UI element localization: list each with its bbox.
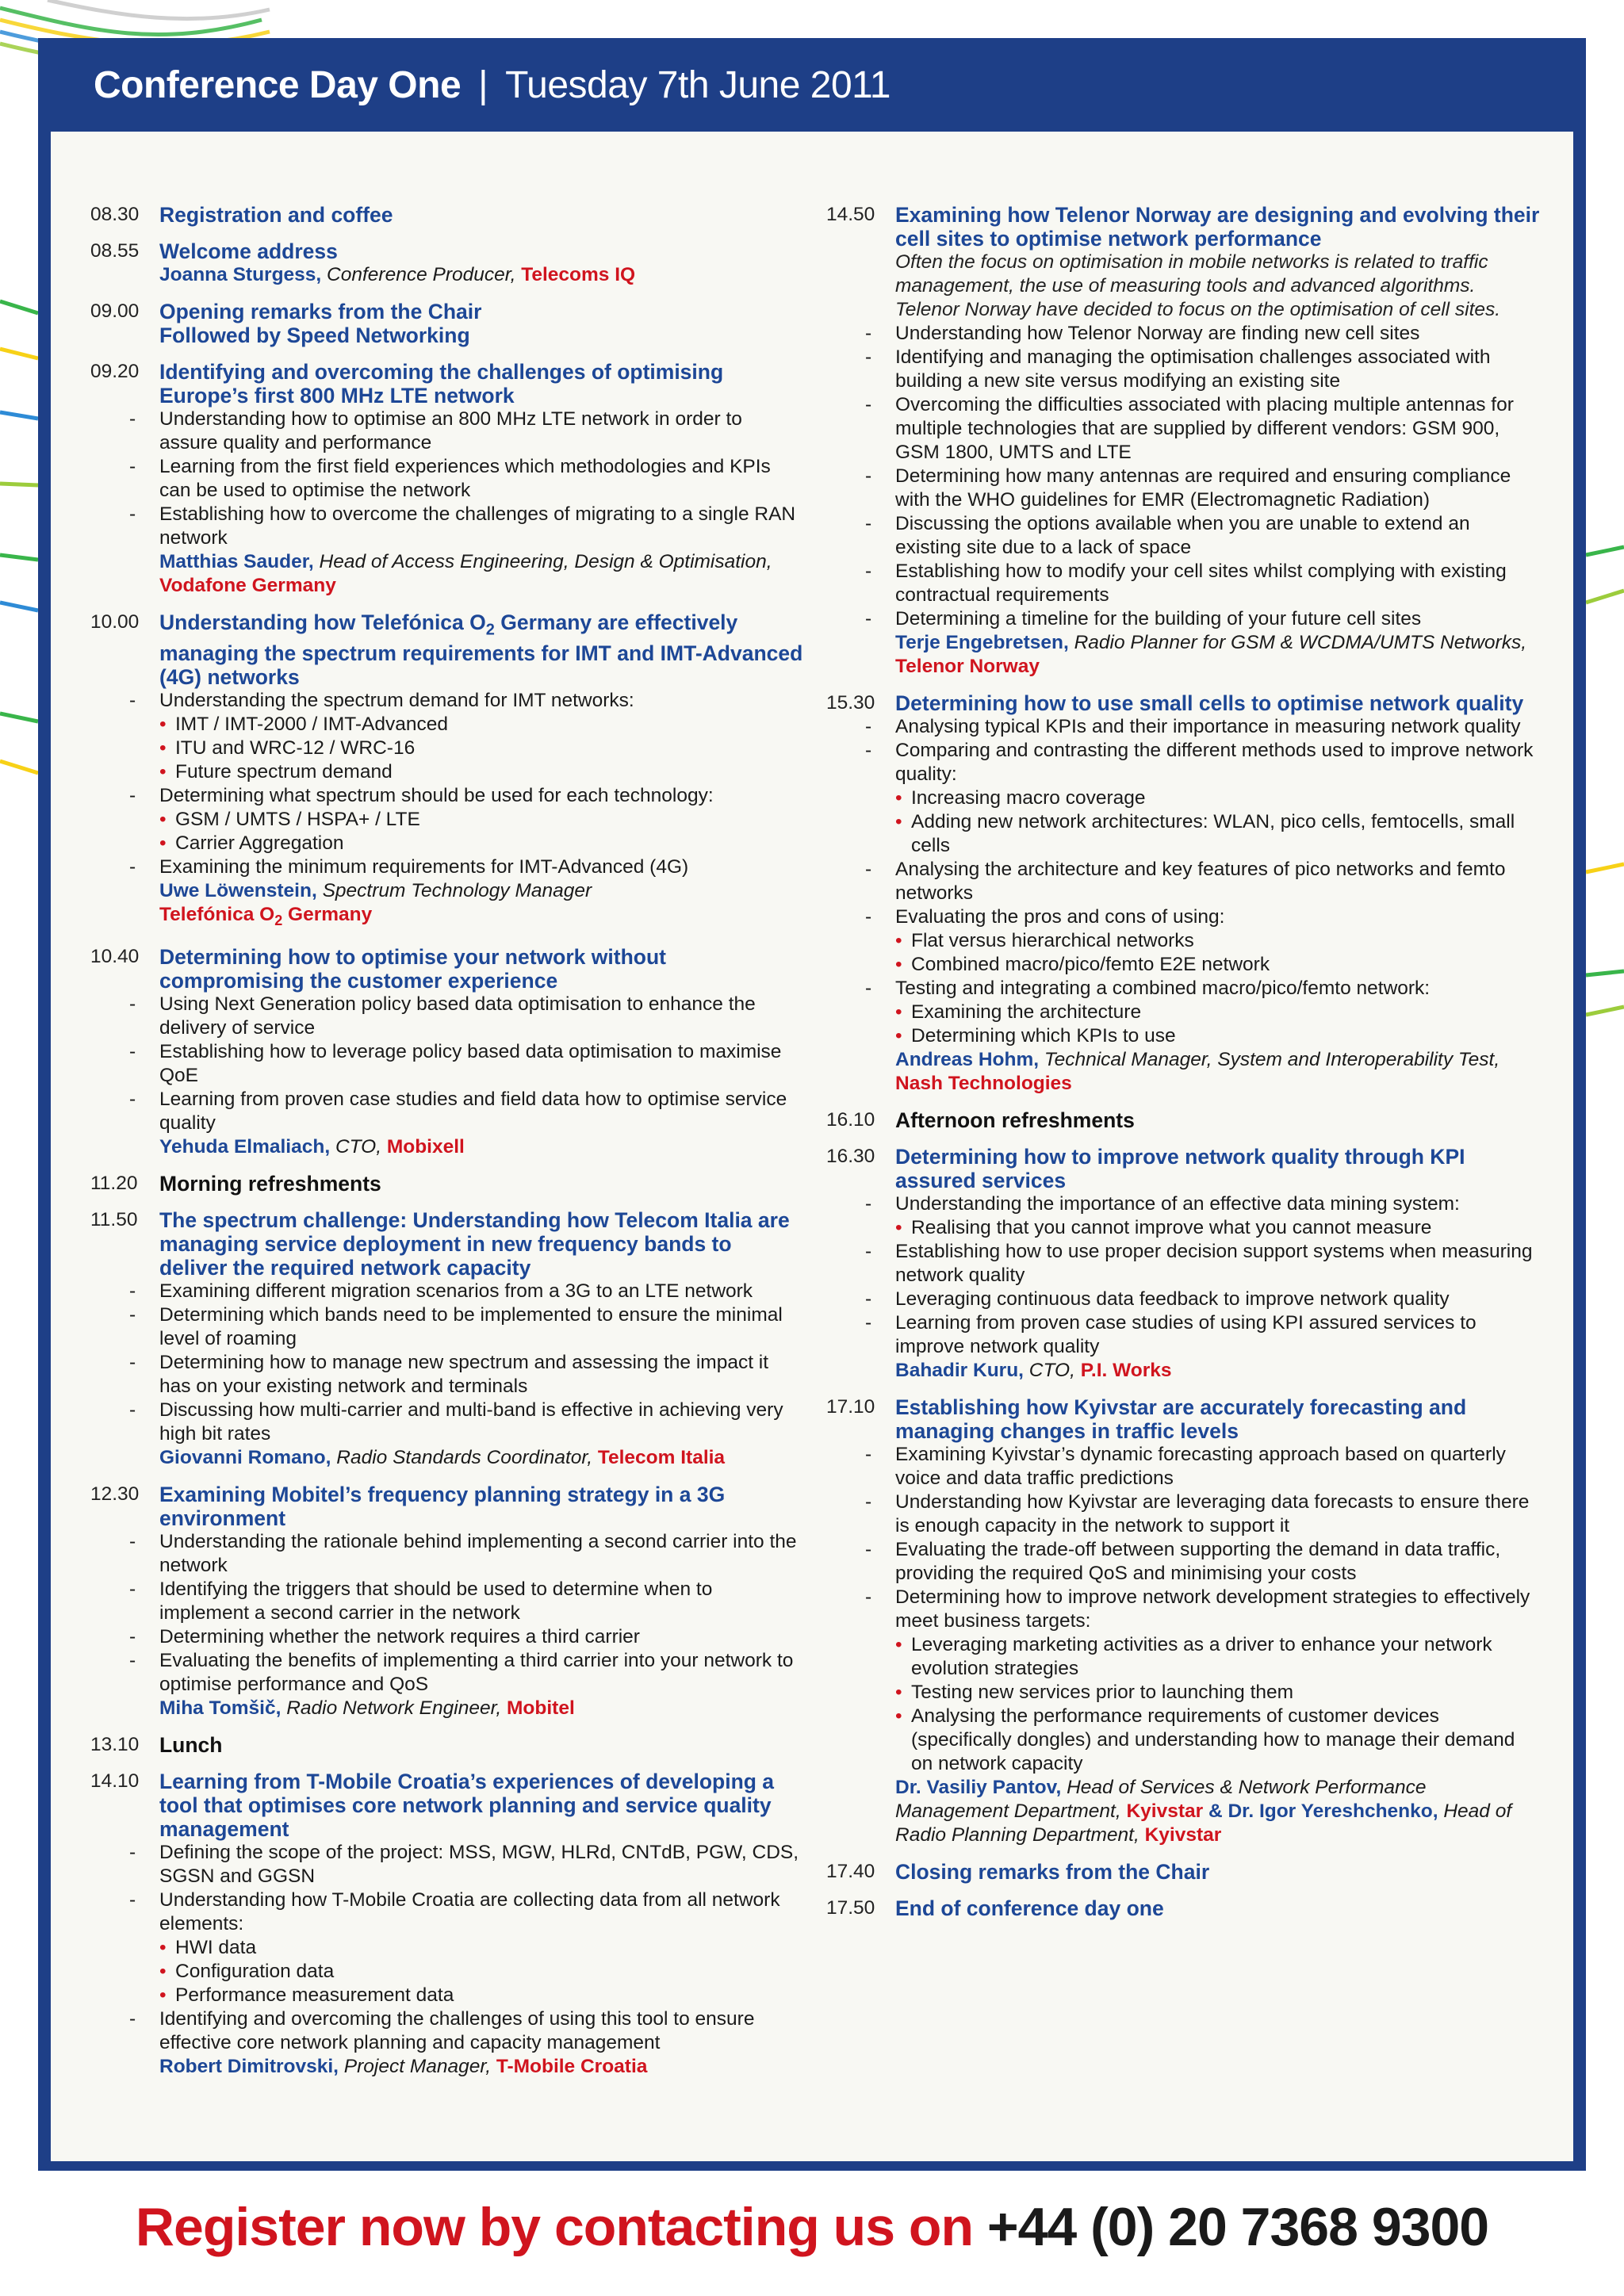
session-time: 10.40 (90, 946, 140, 968)
discussion-point: - Analysing typical KPIs and their importance in measuring network quality (895, 715, 1540, 739)
speaker-role2: Head of Radio Planning Department, (895, 1800, 1512, 1846)
discussion-point: - Establishing how to modify your cell sites whilst complying with existing contractual requirements (895, 560, 1540, 607)
sub-bullet: • Realising that you cannot improve what you cannot measure (895, 1216, 1540, 1240)
session-title: Determining how to use small cells to optimise network quality (895, 691, 1524, 715)
sub-bullet: • Adding new network architectures: WLAN, pico cells, femtocells, small cells (895, 810, 1540, 858)
speaker-company: Telecoms IQ (521, 264, 636, 285)
agenda-item (90, 360, 804, 598)
session-time: 11.20 (90, 1173, 138, 1195)
session-time: 16.10 (826, 1109, 875, 1131)
speaker-role: Radio Planner for GSM & WCDMA/UMTS Networks, (1068, 632, 1526, 653)
speaker-amp: & (1203, 1800, 1228, 1822)
session-title-part: 2 (485, 621, 495, 639)
session-time: 08.30 (90, 204, 140, 225)
page-title (38, 38, 1586, 132)
agenda-item (90, 610, 804, 932)
session-title: Opening remarks from the Chair (159, 300, 482, 323)
agenda-item (90, 1172, 804, 1196)
speaker-company: P.I. Works (1080, 1360, 1172, 1381)
session-time: 13.10 (90, 1734, 140, 1756)
right-column (826, 203, 1540, 1933)
sub-bullet: • Performance measurement data (159, 1984, 804, 2007)
speaker-name: Joanna Sturgess, (159, 264, 322, 285)
speaker-company: Telenor Norway (895, 656, 1040, 677)
discussion-point: - Determining a timeline for the building of your future cell sites (895, 607, 1540, 631)
session-title: Examining how Telenor Norway are designing and evolving their cell sites to optimise network performance (895, 203, 1540, 251)
session-title: Determining how to optimise your network without compromising the customer experience (159, 945, 666, 993)
agenda-body (51, 132, 1573, 2161)
session-title: Determining how to improve network quality through KPI assured services (895, 1145, 1465, 1192)
agenda-item (90, 1208, 804, 1470)
speaker-line (159, 1446, 804, 1470)
session-time: 14.50 (826, 204, 875, 225)
discussion-point: - Analysing the architecture and key features of pico networks and femto networks (895, 858, 1540, 905)
speaker-role: Head of Access Engineering, Design & Optimisation, (313, 551, 772, 572)
session-title (159, 610, 804, 689)
session-title: Closing remarks from the Chair (895, 1860, 1210, 1884)
sub-bullet: • Carrier Aggregation (159, 832, 804, 855)
sub-bullet: • ITU and WRC-12 / WRC-16 (159, 737, 804, 760)
session-title: Lunch (159, 1733, 223, 1758)
speaker-role: Conference Producer, (321, 264, 522, 285)
discussion-point: - Discussing how multi-carrier and multi-band is effective in achieving very high bit rates (159, 1399, 804, 1446)
discussion-point: - Examining the minimum requirements for IMT-Advanced (4G) (159, 855, 804, 879)
discussion-point: - Examining different migration scenarios from a 3G to an LTE network (159, 1280, 804, 1303)
session-title: The spectrum challenge: Understanding how Telecom Italia are managing service deployment in new frequency bands to deliver the required network capacity (159, 1208, 790, 1280)
speaker-name: Andreas Hohm, (895, 1049, 1040, 1070)
session-time: 09.00 (90, 300, 140, 322)
sub-bullet: • Flat versus hierarchical networks (895, 929, 1540, 953)
speaker-line (895, 631, 1540, 679)
sub-bullet: • GSM / UMTS / HSPA+ / LTE (159, 808, 804, 832)
session-title: Registration and coffee (159, 203, 393, 227)
discussion-point: - Learning from proven case studies and field data how to optimise service quality (159, 1088, 804, 1135)
session-time: 15.30 (826, 692, 875, 714)
discussion-point: - Determining what spectrum should be used for each technology: (159, 784, 804, 808)
title-separator: | (478, 63, 488, 106)
sub-bullet: • Testing new services prior to launching them (895, 1681, 1540, 1705)
agenda-item (90, 945, 804, 1159)
session-time: 08.55 (90, 240, 140, 262)
speaker-company: Vodafone Germany (159, 575, 336, 596)
discussion-point: - Identifying and managing the optimisation challenges associated with building a new site versus modifying an existing site (895, 346, 1540, 393)
sub-bullet: • Future spectrum demand (159, 760, 804, 784)
discussion-point: - Learning from proven case studies of using KPI assured services to improve network quality (895, 1311, 1540, 1359)
session-title: Learning from T-Mobile Croatia’s experiences of developing a tool that optimises core network planning and service quality management (159, 1770, 775, 1842)
speaker-line (895, 1072, 1540, 1096)
speaker-role: Project Manager, (339, 2056, 496, 2078)
speaker-name2: Dr. Igor Yereshchenko, (1228, 1800, 1438, 1822)
speaker-company: T-Mobile Croatia (496, 2056, 648, 2078)
speaker-line (159, 1697, 804, 1720)
session-title: Examining Mobitel’s frequency planning strategy in a 3G environment (159, 1483, 726, 1531)
speaker-company: Mobitel (507, 1697, 575, 1720)
session-title: End of conference day one (895, 1896, 1164, 1920)
speaker-role: Radio Network Engineer, (281, 1697, 508, 1720)
session-time: 10.00 (90, 611, 140, 633)
discussion-point: - Evaluating the pros and cons of using: (895, 905, 1540, 929)
session-time: 17.40 (826, 1861, 875, 1882)
sub-bullet: • Combined macro/pico/femto E2E network (895, 953, 1540, 977)
agenda-item (826, 1395, 1540, 1847)
discussion-point: - Understanding the importance of an effective data mining system: (895, 1192, 1540, 1216)
session-time: 14.10 (90, 1770, 140, 1793)
session-title: Afternoon refreshments (895, 1108, 1135, 1132)
session-time: 09.20 (90, 361, 140, 382)
session-title-part: Germany are effectively managing the spectrum requirements for IMT and IMT-Advanced (4G) networks (159, 610, 803, 690)
discussion-point: - Understanding how Telenor Norway are finding new cell sites (895, 322, 1540, 346)
speaker-line (159, 263, 804, 287)
session-time: 12.30 (90, 1483, 140, 1506)
agenda-item (826, 691, 1540, 1096)
agenda-item (90, 1770, 804, 2079)
discussion-point: - Understanding how to optimise an 800 MHz LTE network in order to assure quality and performance (159, 408, 804, 455)
sub-bullet: • Increasing macro coverage (895, 786, 1540, 810)
session-title: Morning refreshments (159, 1172, 381, 1196)
speaker-co1: Kyivstar (1126, 1800, 1204, 1822)
speaker-role: Radio Standards Coordinator, (331, 1447, 598, 1469)
speaker-name: Miha Tomšič, (159, 1697, 282, 1720)
sub-bullet: • Examining the architecture (895, 1001, 1540, 1024)
speaker-company: Telecom Italia (597, 1447, 726, 1469)
discussion-point: - Establishing how to leverage policy based data optimisation to maximise QoE (159, 1040, 804, 1088)
speaker-line (159, 550, 804, 598)
discussion-point: - Evaluating the trade-off between supporting the demand in data traffic, providing the required QoS and minimising your costs (895, 1538, 1540, 1586)
speaker-line (159, 2055, 804, 2079)
speaker-line (159, 903, 804, 932)
discussion-point: - Understanding how Kyivstar are leveraging data forecasts to ensure there is enough capacity in the network to support it (895, 1490, 1540, 1538)
discussion-point: - Defining the scope of the project: MSS, MGW, HLRd, CNTdB, PGW, CDS, SGSN and GGSN (159, 1841, 804, 1888)
speaker-line (895, 1359, 1540, 1383)
speaker-line (159, 1135, 804, 1159)
discussion-point: - Using Next Generation policy based data optimisation to enhance the delivery of service (159, 993, 804, 1040)
speaker-role: CTO, (1024, 1360, 1081, 1381)
speaker-name: Yehuda Elmaliach, (159, 1136, 331, 1158)
sub-bullet: • Analysing the performance requirements of customer devices (specifically dongles) and understanding how to manage their demand on network capacity (895, 1705, 1540, 1776)
discussion-point: - Establishing how to use proper decision support systems when measuring network quality (895, 1240, 1540, 1288)
register-banner (0, 2196, 1624, 2258)
discussion-point: - Identifying the triggers that should be used to determine when to implement a second carrier in the network (159, 1578, 804, 1625)
discussion-point: - Comparing and contrasting the different methods used to improve network quality: (895, 739, 1540, 786)
discussion-point: - Determining how many antennas are required and ensuring compliance with the WHO guidelines for EMR (Electromagnetic Radiation) (895, 465, 1540, 512)
discussion-point: - Understanding the spectrum demand for IMT networks: (159, 689, 804, 713)
agenda-item (90, 203, 804, 227)
discussion-point: - Determining which bands need to be implemented to ensure the minimal level of roaming (159, 1303, 804, 1351)
sub-bullet: • HWI data (159, 1936, 804, 1960)
speaker-company: Mobixell (386, 1136, 465, 1158)
speaker-role: Spectrum Technology Manager (316, 880, 592, 902)
speaker-name: Robert Dimitrovski, (159, 2056, 339, 2078)
left-column (90, 203, 804, 2091)
discussion-point: - Identifying and overcoming the challenges of using this tool to ensure effective core network planning and capacity management (159, 2007, 804, 2055)
speaker-name: Terje Engebretsen, (895, 632, 1069, 653)
session-intro: Often the focus on optimisation in mobile networks is related to traffic management, the use of measuring tools and advanced algorithms. Telenor Norway have decided to focus on the optimisation of cell sites. (895, 251, 1501, 320)
speaker-name: Uwe Löwenstein, (159, 880, 317, 902)
discussion-point: - Evaluating the benefits of implementing a third carrier into your network to optimise performance and QoS (159, 1649, 804, 1697)
discussion-point: - Determining whether the network requires a third carrier (159, 1625, 804, 1649)
discussion-point: - Discussing the options available when you are unable to extend an existing site due to a lack of space (895, 512, 1540, 560)
discussion-point: - Determining how to improve network development strategies to effectively meet business targets: (895, 1586, 1540, 1633)
speaker-company: Telefónica $O_2$ Germany (159, 904, 373, 929)
session-time: 16.30 (826, 1146, 875, 1167)
sub-bullet: • Configuration data (159, 1960, 804, 1984)
speaker-line (159, 879, 804, 903)
register-text: Register now by contacting us on (135, 2197, 987, 2257)
session-time: 11.50 (90, 1209, 138, 1231)
agenda-item (826, 203, 1540, 679)
agenda-item (826, 1860, 1540, 1884)
discussion-point: - Understanding how T-Mobile Croatia are collecting data from all network elements: (159, 1888, 804, 1936)
discussion-point: - Overcoming the difficulties associated with placing multiple antennas for multiple technologies that are supplied by different vendors: GSM 900, GSM 1800, UMTS and LTE (895, 393, 1540, 465)
sub-bullet: • Determining which KPIs to use (895, 1024, 1540, 1048)
session-title: Welcome address (159, 239, 338, 263)
session-time: 17.10 (826, 1396, 875, 1418)
agenda-item (90, 300, 804, 347)
discussion-point: - Leveraging continuous data feedback to improve network quality (895, 1288, 1540, 1311)
agenda-item (826, 1896, 1540, 1920)
discussion-point: - Determining how to manage new spectrum and assessing the impact it has on your existing network and terminals (159, 1351, 804, 1399)
speaker-line (895, 1048, 1540, 1072)
agenda-frame (38, 38, 1586, 2171)
speaker-role: CTO, (330, 1136, 387, 1158)
speaker-name1: Dr. Vasiliy Pantov, (895, 1777, 1062, 1798)
session-title: Identifying and overcoming the challenges of optimising Europe’s first 800 MHz LTE network (159, 360, 724, 408)
agenda-item (90, 1483, 804, 1720)
agenda-item (90, 239, 804, 287)
session-time: 17.50 (826, 1897, 875, 1919)
discussion-point: - Learning from the first field experiences which methodologies and KPIs can be used to optimise the network (159, 455, 804, 503)
discussion-point: - Testing and integrating a combined macro/pico/femto network: (895, 977, 1540, 1001)
sub-bullet: • IMT / IMT-2000 / IMT-Advanced (159, 713, 804, 737)
speaker-name: Bahadir Kuru, (895, 1360, 1024, 1381)
sub-bullet: • Leveraging marketing activities as a driver to enhance your network evolution strategies (895, 1633, 1540, 1681)
register-phone: +44 (0) 20 7368 9300 (986, 2197, 1489, 2257)
speaker-company: Nash Technologies (895, 1073, 1072, 1094)
discussion-point: - Understanding the rationale behind implementing a second carrier into the network (159, 1530, 804, 1578)
title-date: Tuesday 7th June 2011 (505, 63, 891, 106)
speaker-line (895, 1776, 1540, 1847)
agenda-item (90, 1733, 804, 1757)
discussion-point: - Examining Kyivstar’s dynamic forecasting approach based on quarterly voice and data traffic predictions (895, 1443, 1540, 1490)
title-text: Conference Day One (94, 63, 462, 106)
speaker-name: Matthias Sauder, (159, 551, 314, 572)
session-title: Establishing how Kyivstar are accurately forecasting and managing changes in traffic levels (895, 1395, 1467, 1443)
agenda-item (826, 1108, 1540, 1132)
session-subtitle: Followed by Speed Networking (159, 323, 470, 347)
agenda-item (826, 1145, 1540, 1383)
speaker-role: Technical Manager, System and Interoperability Test, (1039, 1049, 1500, 1070)
session-title-part: Understanding how Telefónica O (159, 610, 486, 634)
discussion-point: - Establishing how to overcome the challenges of migrating to a single RAN network (159, 503, 804, 550)
speaker-name: Giovanni Romano, (159, 1447, 331, 1469)
speaker-role1: Head of Services & Network Performance Management Department, (895, 1777, 1427, 1822)
speaker-co2: Kyivstar (1144, 1824, 1222, 1846)
